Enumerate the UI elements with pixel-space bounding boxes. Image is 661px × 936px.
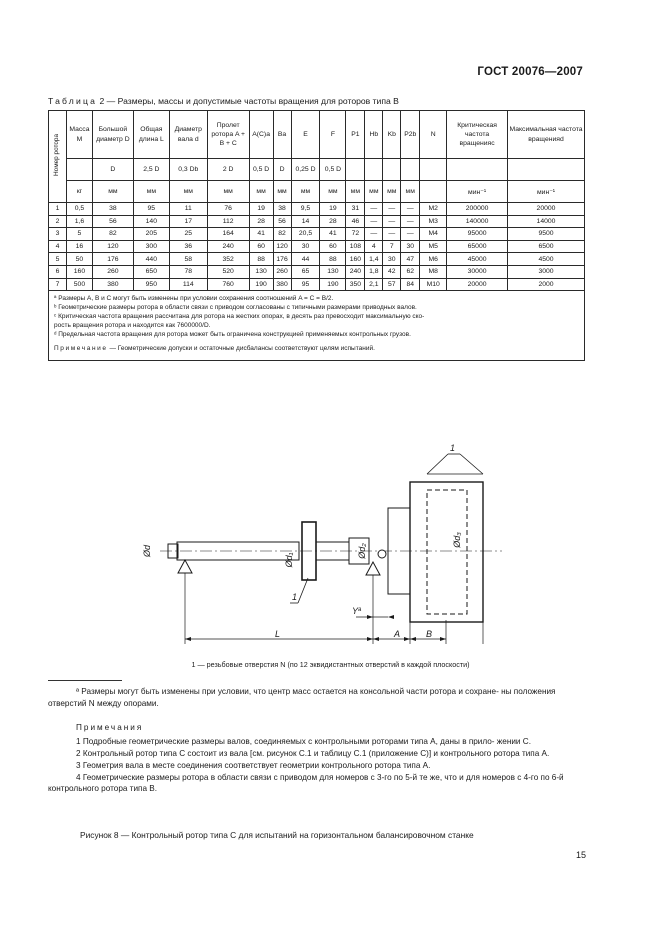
table-cell: 20000	[508, 203, 585, 216]
header-e: E	[291, 111, 320, 159]
note-1: 1 Подробные геометрические размеры валов, соединяемых с контрольными роторами типа A, даны в прило- жении С.	[76, 736, 531, 746]
table-cell: M3	[420, 215, 447, 228]
dim-a-label: A	[394, 629, 401, 639]
diam-d2-label: Ød₂	[357, 543, 367, 559]
relation-cell	[420, 159, 447, 181]
callout-leader-left	[427, 454, 448, 474]
rotor-disc	[410, 482, 483, 622]
table-cell: 950	[133, 278, 169, 291]
table-cell: 42	[383, 265, 401, 278]
table-primechanie	[54, 345, 580, 354]
table-cell: 440	[133, 253, 169, 266]
table-cell: 9500	[508, 228, 585, 241]
table-cell: 120	[92, 240, 133, 253]
table-cell: 650	[133, 265, 169, 278]
table-cell: 78	[169, 265, 207, 278]
table-cell: 31	[346, 203, 365, 216]
header-big-diameter: Большой диаметр D	[92, 111, 133, 159]
table-cell: 72	[346, 228, 365, 241]
table-cell: M6	[420, 253, 447, 266]
table-cell: 114	[169, 278, 207, 291]
table-cell: 120	[273, 240, 291, 253]
arrow-icon	[404, 637, 410, 641]
table-cell: 16	[66, 240, 92, 253]
unit-cell	[420, 181, 447, 203]
table-cell: —	[401, 215, 420, 228]
table-cell: 130	[320, 265, 346, 278]
table-row	[49, 203, 585, 216]
arrow-icon	[367, 637, 373, 641]
relation-cell	[401, 159, 420, 181]
header-h: Hb	[365, 111, 383, 159]
relation-cell	[383, 159, 401, 181]
table-cell: 30	[291, 240, 320, 253]
table-notes	[49, 291, 585, 361]
table-cell: 130	[249, 265, 273, 278]
relation-cell: 0,3 Db	[169, 159, 207, 181]
table-cell: 11	[169, 203, 207, 216]
diam-d-label: Ød	[142, 544, 152, 558]
table-cell: 7	[49, 278, 67, 291]
table-cell: 176	[92, 253, 133, 266]
unit-cell: мм	[207, 181, 249, 203]
table-cell: 56	[92, 215, 133, 228]
table-note-d: ᵈ Предельная частота вращения для ротора может быть ограничена конструкцией применяемых контрольных грузов.	[54, 331, 411, 339]
table-cell: —	[365, 203, 383, 216]
notes-title: Примечания	[76, 723, 144, 732]
table-cell: 164	[207, 228, 249, 241]
note-4: 4 Геометрические размеры ротора в области связи с приводом для номеров с 3-го по 5-й те же, что и для номеров с 4-го по 6-й контрольного ротора типа В.	[48, 772, 564, 794]
table-cell: 140	[133, 215, 169, 228]
table-cell: 28	[320, 215, 346, 228]
diam-d3-label: Ød₃	[452, 532, 462, 548]
table-cell: 1,4	[365, 253, 383, 266]
header-mass: Масса M	[66, 111, 92, 159]
arrow-icon	[388, 615, 394, 619]
table-cell: 38	[273, 203, 291, 216]
diam-d1-label: Ød₁	[284, 552, 294, 568]
table-cell: 112	[207, 215, 249, 228]
dim-b-label: B	[426, 629, 433, 639]
table-cell: 95	[291, 278, 320, 291]
table-cell: 60	[249, 240, 273, 253]
header-total-length: Общая длина L	[133, 111, 169, 159]
table-cell: 1,6	[66, 215, 92, 228]
table-row	[49, 278, 585, 291]
table-cell: 108	[346, 240, 365, 253]
table-cell: 88	[320, 253, 346, 266]
table-cell: 41	[249, 228, 273, 241]
table-cell: 9,5	[291, 203, 320, 216]
table-cell: 95000	[447, 228, 508, 241]
table-caption-text: 2 — Размеры, массы и допустимые частоты вращения для роторов типа В	[99, 96, 399, 106]
table-cell: 760	[207, 278, 249, 291]
unit-cell: мм	[320, 181, 346, 203]
table-cell: 76	[207, 203, 249, 216]
unit-cell: мм	[346, 181, 365, 203]
table-cell: 300	[133, 240, 169, 253]
table-cell: 30	[401, 240, 420, 253]
table-cell: 56	[273, 215, 291, 228]
arrow-icon	[410, 637, 416, 641]
table-cell: 5	[49, 253, 67, 266]
table-cell: 57	[383, 278, 401, 291]
primechanie-text: — Геометрические допуски и остаточные дисбалансы соответствуют целям испытаний.	[109, 345, 375, 352]
table-cell: 60	[320, 240, 346, 253]
table-cell: 7	[383, 240, 401, 253]
table-cell: 84	[401, 278, 420, 291]
header-p1: P1	[346, 111, 365, 159]
table-note-a: ª Размеры A, B и C могут быть изменены при условии сохранения соотношений A = C = B/2.	[54, 295, 334, 303]
rotor-drawing	[130, 430, 510, 655]
table-cell: M10	[420, 278, 447, 291]
arrow-icon	[185, 637, 191, 641]
table-note-c-cont: рость вращения ротора и находится как 7600000/D.	[54, 322, 211, 330]
table-cell: 41	[320, 228, 346, 241]
note-2: 2 Контрольный ротор типа С состоит из вала [см. рисунок С.1 и таблицу С.1 (приложение С)] и контрольного ротора типа А.	[76, 748, 550, 758]
table-cell: 5	[66, 228, 92, 241]
unit-cell: мин⁻¹	[508, 181, 585, 203]
table-relations-row	[49, 159, 585, 181]
figure-footnote: ª Размеры могут быть изменены при условии, что центр масс остается на консольной части ротора и сохране- ны положения отверстий N между опорами.	[48, 687, 556, 708]
header-rotor-number: Номер ротора	[49, 111, 67, 203]
table-note-c: ᶜ Критическая частота вращения рассчитана для ротора на жестких опорах, в десять раз превосходит максимальную ско-	[54, 313, 425, 321]
table-cell: 38	[92, 203, 133, 216]
relation-cell	[508, 159, 585, 181]
table-cell: 3000	[508, 265, 585, 278]
table-cell: —	[401, 228, 420, 241]
relation-cell: 0,25 D	[291, 159, 320, 181]
unit-cell: мм	[273, 181, 291, 203]
table-cell: —	[383, 215, 401, 228]
table-cell: 500	[66, 278, 92, 291]
header-k: Kb	[383, 111, 401, 159]
table-cell: 190	[320, 278, 346, 291]
header-rotor-span: Пролет ротора A + B + C	[207, 111, 249, 159]
table-cell: 17	[169, 215, 207, 228]
table-cell: 240	[207, 240, 249, 253]
table-cell: 19	[249, 203, 273, 216]
callout-bottom-label: 1	[292, 592, 298, 602]
table-cell: M2	[420, 203, 447, 216]
relation-cell	[365, 159, 383, 181]
table-cell: 50	[66, 253, 92, 266]
table-cell: 3	[49, 228, 67, 241]
table-cell: 2,1	[365, 278, 383, 291]
table-cell: M4	[420, 228, 447, 241]
unit-cell: мм	[92, 181, 133, 203]
unit-cell: мин⁻¹	[447, 181, 508, 203]
primechanie-word: Примечание	[54, 345, 108, 352]
table-cell: 20,5	[291, 228, 320, 241]
table-cell: 46	[346, 215, 365, 228]
header-n: N	[420, 111, 447, 159]
table-header-row	[49, 111, 585, 159]
relation-cell	[346, 159, 365, 181]
header-f: F	[320, 111, 346, 159]
table-cell: 140000	[447, 215, 508, 228]
support-left-icon	[178, 560, 192, 573]
rotor-spec-table	[48, 110, 585, 361]
dim-l-label: L	[275, 629, 281, 639]
bolt-hole-icon	[378, 550, 386, 558]
notes-block	[48, 722, 588, 795]
page-number: 15	[575, 850, 586, 860]
table-cell: —	[401, 203, 420, 216]
table-cell: 380	[92, 278, 133, 291]
table-cell: —	[365, 228, 383, 241]
hole-plane-outline	[427, 490, 467, 614]
table-cell: 14000	[508, 215, 585, 228]
unit-cell: мм	[291, 181, 320, 203]
table-cell: 1	[49, 203, 67, 216]
unit-cell: мм	[249, 181, 273, 203]
unit-cell: мм	[365, 181, 383, 203]
table-cell: M5	[420, 240, 447, 253]
table-cell: 30	[383, 253, 401, 266]
table-cell: 14	[291, 215, 320, 228]
table-cell: 4500	[508, 253, 585, 266]
table-cell: 4	[365, 240, 383, 253]
table-cell: 65000	[447, 240, 508, 253]
table-cell: 2000	[508, 278, 585, 291]
table-row	[49, 215, 585, 228]
table-cell: 352	[207, 253, 249, 266]
standard-header: ГОСТ 20076—2007	[477, 66, 583, 78]
relation-cell: 0,5 D	[320, 159, 346, 181]
callout-leader-right	[460, 454, 483, 474]
table-row	[49, 265, 585, 278]
header-a-c: A(C)a	[249, 111, 273, 159]
table-cell: 520	[207, 265, 249, 278]
table-cell: 65	[291, 265, 320, 278]
table-row	[49, 240, 585, 253]
table-units-row	[49, 181, 585, 203]
relation-cell: D	[273, 159, 291, 181]
table-caption	[48, 96, 399, 106]
table-cell: 4	[49, 240, 67, 253]
table-cell: 88	[249, 253, 273, 266]
table-cell: 260	[92, 265, 133, 278]
arrow-icon	[373, 637, 379, 641]
unit-cell: мм	[383, 181, 401, 203]
table-cell: 350	[346, 278, 365, 291]
table-cell: 30000	[447, 265, 508, 278]
relation-cell: 2,5 D	[133, 159, 169, 181]
table-cell: 176	[273, 253, 291, 266]
table-cell: 95	[133, 203, 169, 216]
relation-cell	[66, 159, 92, 181]
table-cell: 58	[169, 253, 207, 266]
table-cell: 44	[291, 253, 320, 266]
table-cell: 45000	[447, 253, 508, 266]
unit-cell: мм	[401, 181, 420, 203]
table-cell: —	[383, 228, 401, 241]
table-cell: 62	[401, 265, 420, 278]
table-cell: 200000	[447, 203, 508, 216]
note-3: 3 Геометрия вала в месте соединения соответствует геометрии контрольного ротора типа А.	[76, 760, 431, 770]
arrow-icon	[367, 615, 373, 619]
arrow-icon	[440, 637, 446, 641]
figure-caption: Рисунок 8 — Контрольный ротор типа С для испытаний на горизонтальном балансировочном станке	[80, 830, 474, 840]
table-cell: 19	[320, 203, 346, 216]
table-cell: 1,8	[365, 265, 383, 278]
relation-cell: 2 D	[207, 159, 249, 181]
table-cell: —	[365, 215, 383, 228]
table-cell: 20000	[447, 278, 508, 291]
table-cell: 260	[273, 265, 291, 278]
table-cell: 28	[249, 215, 273, 228]
header-max-speed: Максимальная частота вращенияd	[508, 111, 585, 159]
header-p2: P2b	[401, 111, 420, 159]
table-row	[49, 228, 585, 241]
table-cell: —	[383, 203, 401, 216]
table-row	[49, 253, 585, 266]
table-cell: 2	[49, 215, 67, 228]
table-cell: 25	[169, 228, 207, 241]
table-cell: 82	[273, 228, 291, 241]
unit-cell: кг	[66, 181, 92, 203]
callout-bottom-leader	[298, 578, 308, 603]
table-cell: 190	[249, 278, 273, 291]
table-cell: 160	[66, 265, 92, 278]
table-cell: 380	[273, 278, 291, 291]
table-notes-row	[49, 291, 585, 361]
relation-cell: 0,5 D	[249, 159, 273, 181]
unit-cell: мм	[169, 181, 207, 203]
table-cell: 82	[92, 228, 133, 241]
table-cell: 240	[346, 265, 365, 278]
table-note-b: ᵇ Геометрические размеры ротора в области связи с приводом согласованы с типичными размерами приводных валов.	[54, 304, 417, 312]
header-b: Ba	[273, 111, 291, 159]
header-critical-speed: Критическая частота вращенияc	[447, 111, 508, 159]
callout-top-label: 1	[450, 443, 456, 453]
table-cell: 6	[49, 265, 67, 278]
unit-cell: мм	[133, 181, 169, 203]
relation-cell	[447, 159, 508, 181]
table-cell: M8	[420, 265, 447, 278]
table-cell: 205	[133, 228, 169, 241]
relation-cell: D	[92, 159, 133, 181]
table-cell: 160	[346, 253, 365, 266]
header-shaft-diameter: Диаметр вала d	[169, 111, 207, 159]
footnote-rule	[48, 680, 122, 681]
table-cell: 0,5	[66, 203, 92, 216]
table-caption-word: Таблица	[48, 96, 98, 106]
table-cell: 6500	[508, 240, 585, 253]
table-cell: 47	[401, 253, 420, 266]
figure-legend: 1 — резьбовые отверстия N (по 12 эквидистантных отверстий в каждой плоскости)	[191, 660, 470, 669]
dim-y-label: $Y^a$	[352, 606, 362, 616]
table-cell: 36	[169, 240, 207, 253]
